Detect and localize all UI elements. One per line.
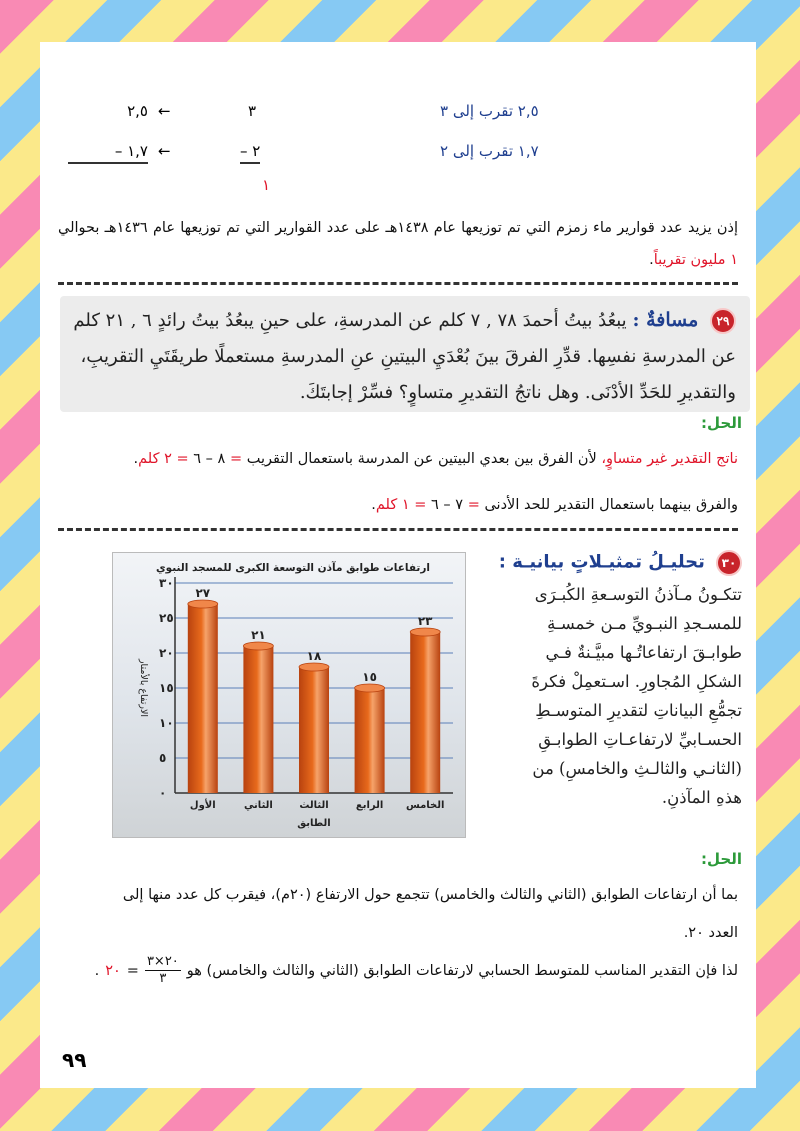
bar-value-label: ٢١ bbox=[251, 628, 266, 642]
problem-30 bbox=[472, 550, 742, 812]
rounding-arrow-1: ← bbox=[158, 102, 171, 120]
solution-30-line-1: بما أن ارتفاعات الطوابق (الثاني والثالث والخامس) تتجمع حول الارتفاع (٢٠م)، فيقرب كل عدد منها إلى bbox=[122, 887, 738, 903]
y-tick-label: ٢٥ bbox=[159, 611, 174, 625]
y-tick-label: ٣٠ bbox=[159, 576, 174, 590]
conclusion-1: إذن يزيد عدد قوارير ماء زمزم التي تم توزيعها عام ١٤٣٨هـ على عدد القوارير التي تم توزيعها عام ١٤٣٦هـ بحوالي ١ مليون تقريباً. bbox=[58, 220, 738, 268]
y-tick-label: ٥ bbox=[159, 751, 167, 765]
y-axis-label: الارتفاع بالأمتار bbox=[138, 658, 149, 718]
bar-chart bbox=[113, 553, 465, 837]
solution-30-result: ٢٠ bbox=[105, 962, 121, 979]
bar-value-label: ١٥ bbox=[362, 670, 377, 684]
rounding-note-1: ٢,٥ تقرب إلى ٣ bbox=[440, 102, 539, 120]
fraction-numerator: ٢٠×٣ bbox=[146, 954, 179, 969]
problem-30-line: الحسـابيِّ لارتفاعـاتِ الطوابـقِ bbox=[538, 730, 742, 749]
problem-30-line: طوابـقَ ارتفاعاتُـها مبيَّـنةٌ فـي bbox=[545, 643, 742, 662]
bar-value-label: ٢٣ bbox=[417, 614, 433, 628]
solution-29-line-1: ناتج التقدير غير متساوٍ، لأن الفرق بين بعدي البيتين عن المدرسة باستعمال التقريب = ٨ – ٦ = ٢ كلم. bbox=[133, 451, 738, 467]
rounding-result: ١ bbox=[262, 176, 271, 194]
x-tick-label: الثاني bbox=[243, 800, 273, 811]
y-tick-label: ١٥ bbox=[159, 681, 174, 695]
fraction bbox=[145, 954, 181, 987]
bar-cap bbox=[188, 600, 218, 608]
problem-29-line-3: والتقديرِ للحَدِّ الأدْنَى. وهل ناتجُ التقديرِ متساوٍ؟ فسِّرْ إجابتَكَ. bbox=[299, 382, 736, 403]
problem-30-text bbox=[472, 580, 742, 812]
bar-cap bbox=[355, 684, 385, 692]
y-tick-label: ١٠ bbox=[159, 716, 174, 730]
bar-value-label: ٢٧ bbox=[195, 586, 211, 600]
x-tick-label: الثالث bbox=[299, 800, 329, 811]
rounding-note-2: ١,٧ تقرب إلى ٢ bbox=[440, 142, 539, 160]
problem-30-title: تحليـلُ تمثيـلاتٍ بيانيـة : bbox=[498, 551, 705, 573]
problem-30-line: (الثانـي والثالـثِ والخامسِ) من bbox=[532, 759, 742, 778]
x-tick-label: الرابع bbox=[355, 800, 384, 811]
rounding-rounded-1: ٣ bbox=[248, 102, 257, 120]
problem-29-line-2: عن المدرسةِ نفسِها. قدِّرِ الفرقَ بينَ بُعْدَيِ البيتينِ عنِ المدرسةِ مستعملًا طريقَتَيِ التقريبِ، bbox=[80, 346, 736, 367]
solution-29-line-2: والفرق بينهما باستعمال التقدير للحد الأدنى = ٧ – ٦ = ١ كلم. bbox=[371, 497, 738, 513]
conclusion-1-highlight: ١ مليون تقريباً bbox=[653, 252, 738, 268]
bar-cap bbox=[299, 663, 329, 671]
bar bbox=[355, 688, 385, 793]
bar-cap bbox=[243, 642, 273, 650]
solution-30-label: الحل: bbox=[701, 850, 742, 868]
problem-30-line: الشكلِ المُجاورِ. اسـتعمِلْ فكرةَ bbox=[531, 672, 742, 691]
x-tick-label: الأول bbox=[189, 800, 216, 811]
problem-29-line-1: يبعُدُ بيتُ أحمدَ ٧٨ , ٧ كلم عن المدرسةِ، على حينِ يبعُدُ بيتُ رائدٍ ٦ , ٢١ كلم bbox=[73, 310, 627, 331]
x-tick-label: الخامس bbox=[405, 800, 445, 811]
bar bbox=[243, 646, 273, 793]
rounding-value-2: ١,٧ – bbox=[68, 142, 148, 164]
problem-29-number: ٢٩ bbox=[710, 308, 736, 334]
y-tick-label: ٠ bbox=[159, 786, 167, 800]
problem-30-line: تجمُّعِ البياناتِ لتقديرِ المتوسـطِ bbox=[535, 701, 742, 720]
page bbox=[40, 42, 756, 1088]
bar-cap bbox=[410, 628, 440, 636]
rounding-rounded-2: ٢ – bbox=[240, 142, 260, 164]
fraction-denominator: ٣ bbox=[159, 971, 167, 986]
chart-container bbox=[112, 552, 466, 838]
problem-29-title: مسافةٌ : bbox=[632, 309, 699, 331]
bar bbox=[188, 604, 218, 793]
y-tick-label: ٢٠ bbox=[159, 646, 174, 660]
rounding-arrow-2: ← bbox=[158, 142, 171, 160]
separator-2 bbox=[58, 528, 738, 531]
bar-value-label: ١٨ bbox=[306, 649, 322, 663]
problem-30-line: هذهِ المآذنِ. bbox=[661, 788, 742, 807]
chart-title: ارتفاعات طوابق مآذن التوسعة الكبرى للمسجد النبوي bbox=[156, 562, 430, 574]
solution-30-line-2: العدد ٢٠. bbox=[683, 925, 738, 941]
separator-1 bbox=[58, 282, 738, 285]
rounding-value-1: ٢,٥ bbox=[127, 102, 148, 120]
problem-29 bbox=[66, 302, 736, 411]
problem-30-number: ٣٠ bbox=[716, 550, 742, 576]
problem-30-line: تتكـونُ مـآذنُ التوسـعةِ الكُبـرَى bbox=[534, 585, 742, 604]
solution-29-label: الحل: bbox=[701, 414, 742, 432]
page-number: ٩٩ bbox=[62, 1048, 87, 1072]
solution-30-line-3: لذا فإن التقدير المناسب للمتوسط الحسابي لارتفاعات الطوابق (الثاني والثالث والخامس) هو ٢٠×٣ ٣ = ٢٠ . bbox=[94, 954, 738, 986]
bar bbox=[410, 632, 440, 793]
bar bbox=[299, 667, 329, 793]
problem-30-line: للمسـجدِ النبـويِّ مـن خمسـةِ bbox=[547, 614, 742, 633]
x-axis-label: الطابق bbox=[297, 818, 331, 829]
